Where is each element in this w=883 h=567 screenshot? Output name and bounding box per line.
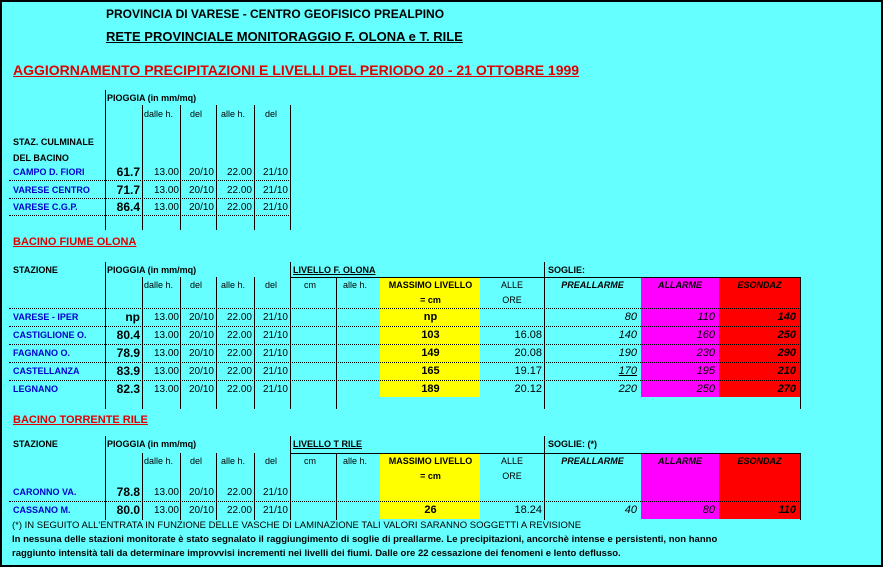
allarme-threshold: 80	[702, 504, 715, 516]
esondaz-threshold: 270	[777, 383, 796, 395]
station-name: VARESE CENTRO	[13, 184, 90, 195]
rile-col-esondaz: ESONDAZ	[737, 456, 782, 466]
note-star: (*) IN SEGUITO ALL'ENTRATA IN FUNZIONE DELLE VASCHE DI LAMINAZIONE TALI VALORI SARANNO SOGGETTI A REVISIONE	[12, 520, 582, 531]
station-name: CAMPO D. FIORI	[13, 167, 85, 177]
rile-col-allarme: ALLARME	[658, 456, 702, 466]
to-date: 21/10	[262, 505, 288, 516]
rain-value: 61.7	[116, 165, 140, 179]
to-date: 21/10	[262, 384, 288, 395]
from-date: 20/10	[188, 487, 214, 498]
olona-pioggia-header: PIOGGIA (in mm/mq)	[107, 265, 197, 275]
rile-col-alle-ore: ALLE	[500, 456, 524, 466]
to-hour: 22.00	[226, 505, 252, 516]
esondaz-threshold: 140	[777, 311, 796, 323]
rain-value: 78.8	[116, 485, 140, 499]
rile-col-del2: del	[265, 456, 278, 466]
preallarme-threshold: 80	[624, 311, 637, 323]
olona-col-alle-ore: ALLE	[500, 280, 524, 290]
olona-col-alle2: alle h.	[343, 280, 368, 290]
olona-soglie-header: SOGLIE:	[548, 265, 586, 275]
rain-value: 71.7	[116, 182, 140, 197]
rile-title: BACINO TORRENTE RILE	[13, 414, 148, 426]
note-line-2: raggiunto intensità tali da determinare improvvisi incrementi nei livelli dei fiumi. Dalle ore 22 cessazione dei fenomeni e lento deflusso.	[12, 548, 621, 559]
from-date: 20/10	[188, 184, 214, 196]
rile-col-ore: ORE	[502, 471, 522, 481]
esondaz-threshold: 290	[777, 347, 796, 359]
report-sheet	[1, 1, 882, 566]
to-hour: 22.00	[226, 348, 252, 359]
max-time: 16.08	[514, 329, 542, 341]
to-date: 21/10	[262, 202, 288, 213]
station-name: CASTELLANZA	[13, 366, 80, 376]
rile-pioggia-header: PIOGGIA (in mm/mq)	[107, 439, 197, 449]
allarme-threshold: 230	[696, 347, 715, 359]
from-hour: 13.00	[153, 366, 179, 377]
station-name: CASTIGLIONE O.	[13, 330, 87, 340]
col-alle: alle h.	[221, 109, 246, 119]
rile-col-alle2: alle h.	[343, 456, 368, 466]
olona-col-cm: cm	[304, 280, 316, 290]
rain-value: 80.0	[116, 503, 140, 517]
olona-col-allarme: ALLARME	[658, 280, 702, 290]
olona-col-massimo-cm: = cm	[420, 295, 441, 305]
allarme-threshold: 250	[696, 383, 715, 395]
rain-value: 78.9	[116, 346, 140, 360]
rile-col-massimo: MASSIMO LIVELLO	[388, 456, 473, 466]
pioggia-header: PIOGGIA (in mm/mq)	[107, 93, 197, 103]
allarme-threshold: 160	[696, 329, 715, 341]
max-level: np	[423, 311, 438, 323]
station-name: FAGNANO O.	[13, 348, 71, 358]
col-del2: del	[265, 109, 278, 119]
esondaz-threshold: 110	[778, 504, 796, 516]
olona-col-preallarme: PREALLARME	[561, 280, 624, 290]
staz-culminale-label: STAZ. CULMINALE	[13, 137, 94, 147]
from-date: 20/10	[188, 330, 214, 341]
station-name: CASSANO M.	[13, 505, 71, 515]
header-line-1: PROVINCIA DI VARESE - CENTRO GEOFISICO PREALPINO	[106, 7, 445, 21]
max-level: 103	[421, 329, 440, 341]
rile-soglie-header: SOGLIE: (*)	[548, 439, 597, 449]
max-level: 165	[421, 365, 440, 377]
to-hour: 22.00	[226, 167, 252, 178]
to-hour: 22.00	[226, 312, 252, 323]
station-name: CARONNO VA.	[13, 487, 77, 497]
to-date: 21/10	[262, 167, 288, 178]
max-time: 20.12	[514, 383, 542, 395]
preallarme-threshold: 220	[618, 383, 637, 395]
to-hour: 22.00	[226, 184, 252, 196]
station-name: VARESE - IPER	[13, 312, 79, 322]
to-date: 21/10	[262, 348, 288, 359]
col-del: del	[190, 109, 203, 119]
max-time: 18.24	[514, 504, 542, 516]
max-level: 149	[421, 347, 440, 359]
to-date: 21/10	[262, 330, 288, 341]
preallarme-threshold: 170	[618, 365, 637, 377]
max-time: 19.17	[514, 365, 542, 377]
from-date: 20/10	[188, 167, 214, 178]
station-name: LEGNANO	[13, 384, 58, 394]
allarme-threshold: 195	[696, 365, 715, 377]
olona-stazione-header: STAZIONE	[13, 265, 58, 275]
del-bacino-label: DEL BACINO	[13, 153, 69, 163]
rile-stazione-header: STAZIONE	[13, 439, 58, 449]
from-hour: 13.00	[153, 312, 179, 323]
from-date: 20/10	[188, 202, 214, 213]
to-date: 21/10	[262, 312, 288, 323]
rain-value: 82.3	[116, 382, 140, 396]
station-name: VARESE C.G.P.	[13, 202, 78, 212]
col-dalle: dalle h.	[144, 109, 174, 119]
rile-col-del: del	[190, 456, 203, 466]
to-hour: 22.00	[226, 202, 252, 213]
from-hour: 13.00	[153, 167, 179, 178]
from-date: 20/10	[188, 505, 214, 516]
to-date: 21/10	[262, 366, 288, 377]
preallarme-threshold: 40	[624, 504, 637, 516]
rile-col-dalle: dalle h.	[144, 456, 174, 466]
from-hour: 13.00	[153, 202, 179, 213]
header-line-2: RETE PROVINCIALE MONITORAGGIO F. OLONA e T. RILE	[106, 29, 463, 44]
olona-title: BACINO FIUME OLONA	[13, 236, 137, 248]
olona-col-del2: del	[265, 280, 278, 290]
rain-value: 83.9	[116, 364, 140, 378]
from-hour: 13.00	[153, 184, 179, 196]
note-line-1: In nessuna delle stazioni monitorate è stato segnalato il raggiungimento di soglie di preallarme. Le precipitazioni, ancorchè intense e persistenti, non hanno	[12, 534, 718, 545]
rile-col-massimo-cm: = cm	[420, 471, 441, 481]
preallarme-threshold: 190	[618, 347, 637, 359]
max-level: 26	[424, 504, 437, 516]
esondaz-threshold: 210	[777, 365, 796, 377]
rile-col-preallarme: PREALLARME	[561, 456, 624, 466]
esondaz-threshold: 250	[777, 329, 796, 341]
from-date: 20/10	[188, 384, 214, 395]
to-hour: 22.00	[226, 384, 252, 395]
rain-value: 80.4	[116, 328, 140, 342]
olona-col-alle: alle h.	[221, 280, 246, 290]
to-date: 21/10	[262, 487, 288, 498]
from-hour: 13.00	[153, 348, 179, 359]
to-date: 21/10	[262, 184, 288, 196]
olona-col-dalle: dalle h.	[144, 280, 174, 290]
rain-value: 86.4	[116, 200, 140, 214]
rain-value: np	[125, 310, 140, 324]
rile-livello-header: LIVELLO T RILE	[293, 439, 362, 449]
from-hour: 13.00	[153, 384, 179, 395]
to-hour: 22.00	[226, 487, 252, 498]
max-level: 189	[421, 383, 440, 395]
rile-col-cm: cm	[304, 456, 316, 466]
olona-livello-header: LIVELLO F. OLONA	[293, 265, 376, 275]
to-hour: 22.00	[226, 330, 252, 341]
from-hour: 13.00	[153, 505, 179, 516]
olona-col-massimo: MASSIMO LIVELLO	[388, 280, 473, 290]
from-date: 20/10	[188, 312, 214, 323]
max-time: 20.08	[514, 347, 542, 359]
rile-col-alle: alle h.	[221, 456, 246, 466]
from-date: 20/10	[188, 366, 214, 377]
olona-col-ore: ORE	[502, 295, 522, 305]
preallarme-threshold: 140	[618, 329, 637, 341]
olona-col-esondaz: ESONDAZ	[737, 280, 782, 290]
from-date: 20/10	[188, 348, 214, 359]
allarme-threshold: 110	[697, 311, 715, 323]
from-hour: 13.00	[153, 330, 179, 341]
olona-col-del: del	[190, 280, 203, 290]
page-title: AGGIORNAMENTO PRECIPITAZIONI E LIVELLI DEL PERIODO 20 - 21 OTTOBRE 1999	[13, 62, 580, 78]
from-hour: 13.00	[153, 487, 179, 498]
to-hour: 22.00	[226, 366, 252, 377]
